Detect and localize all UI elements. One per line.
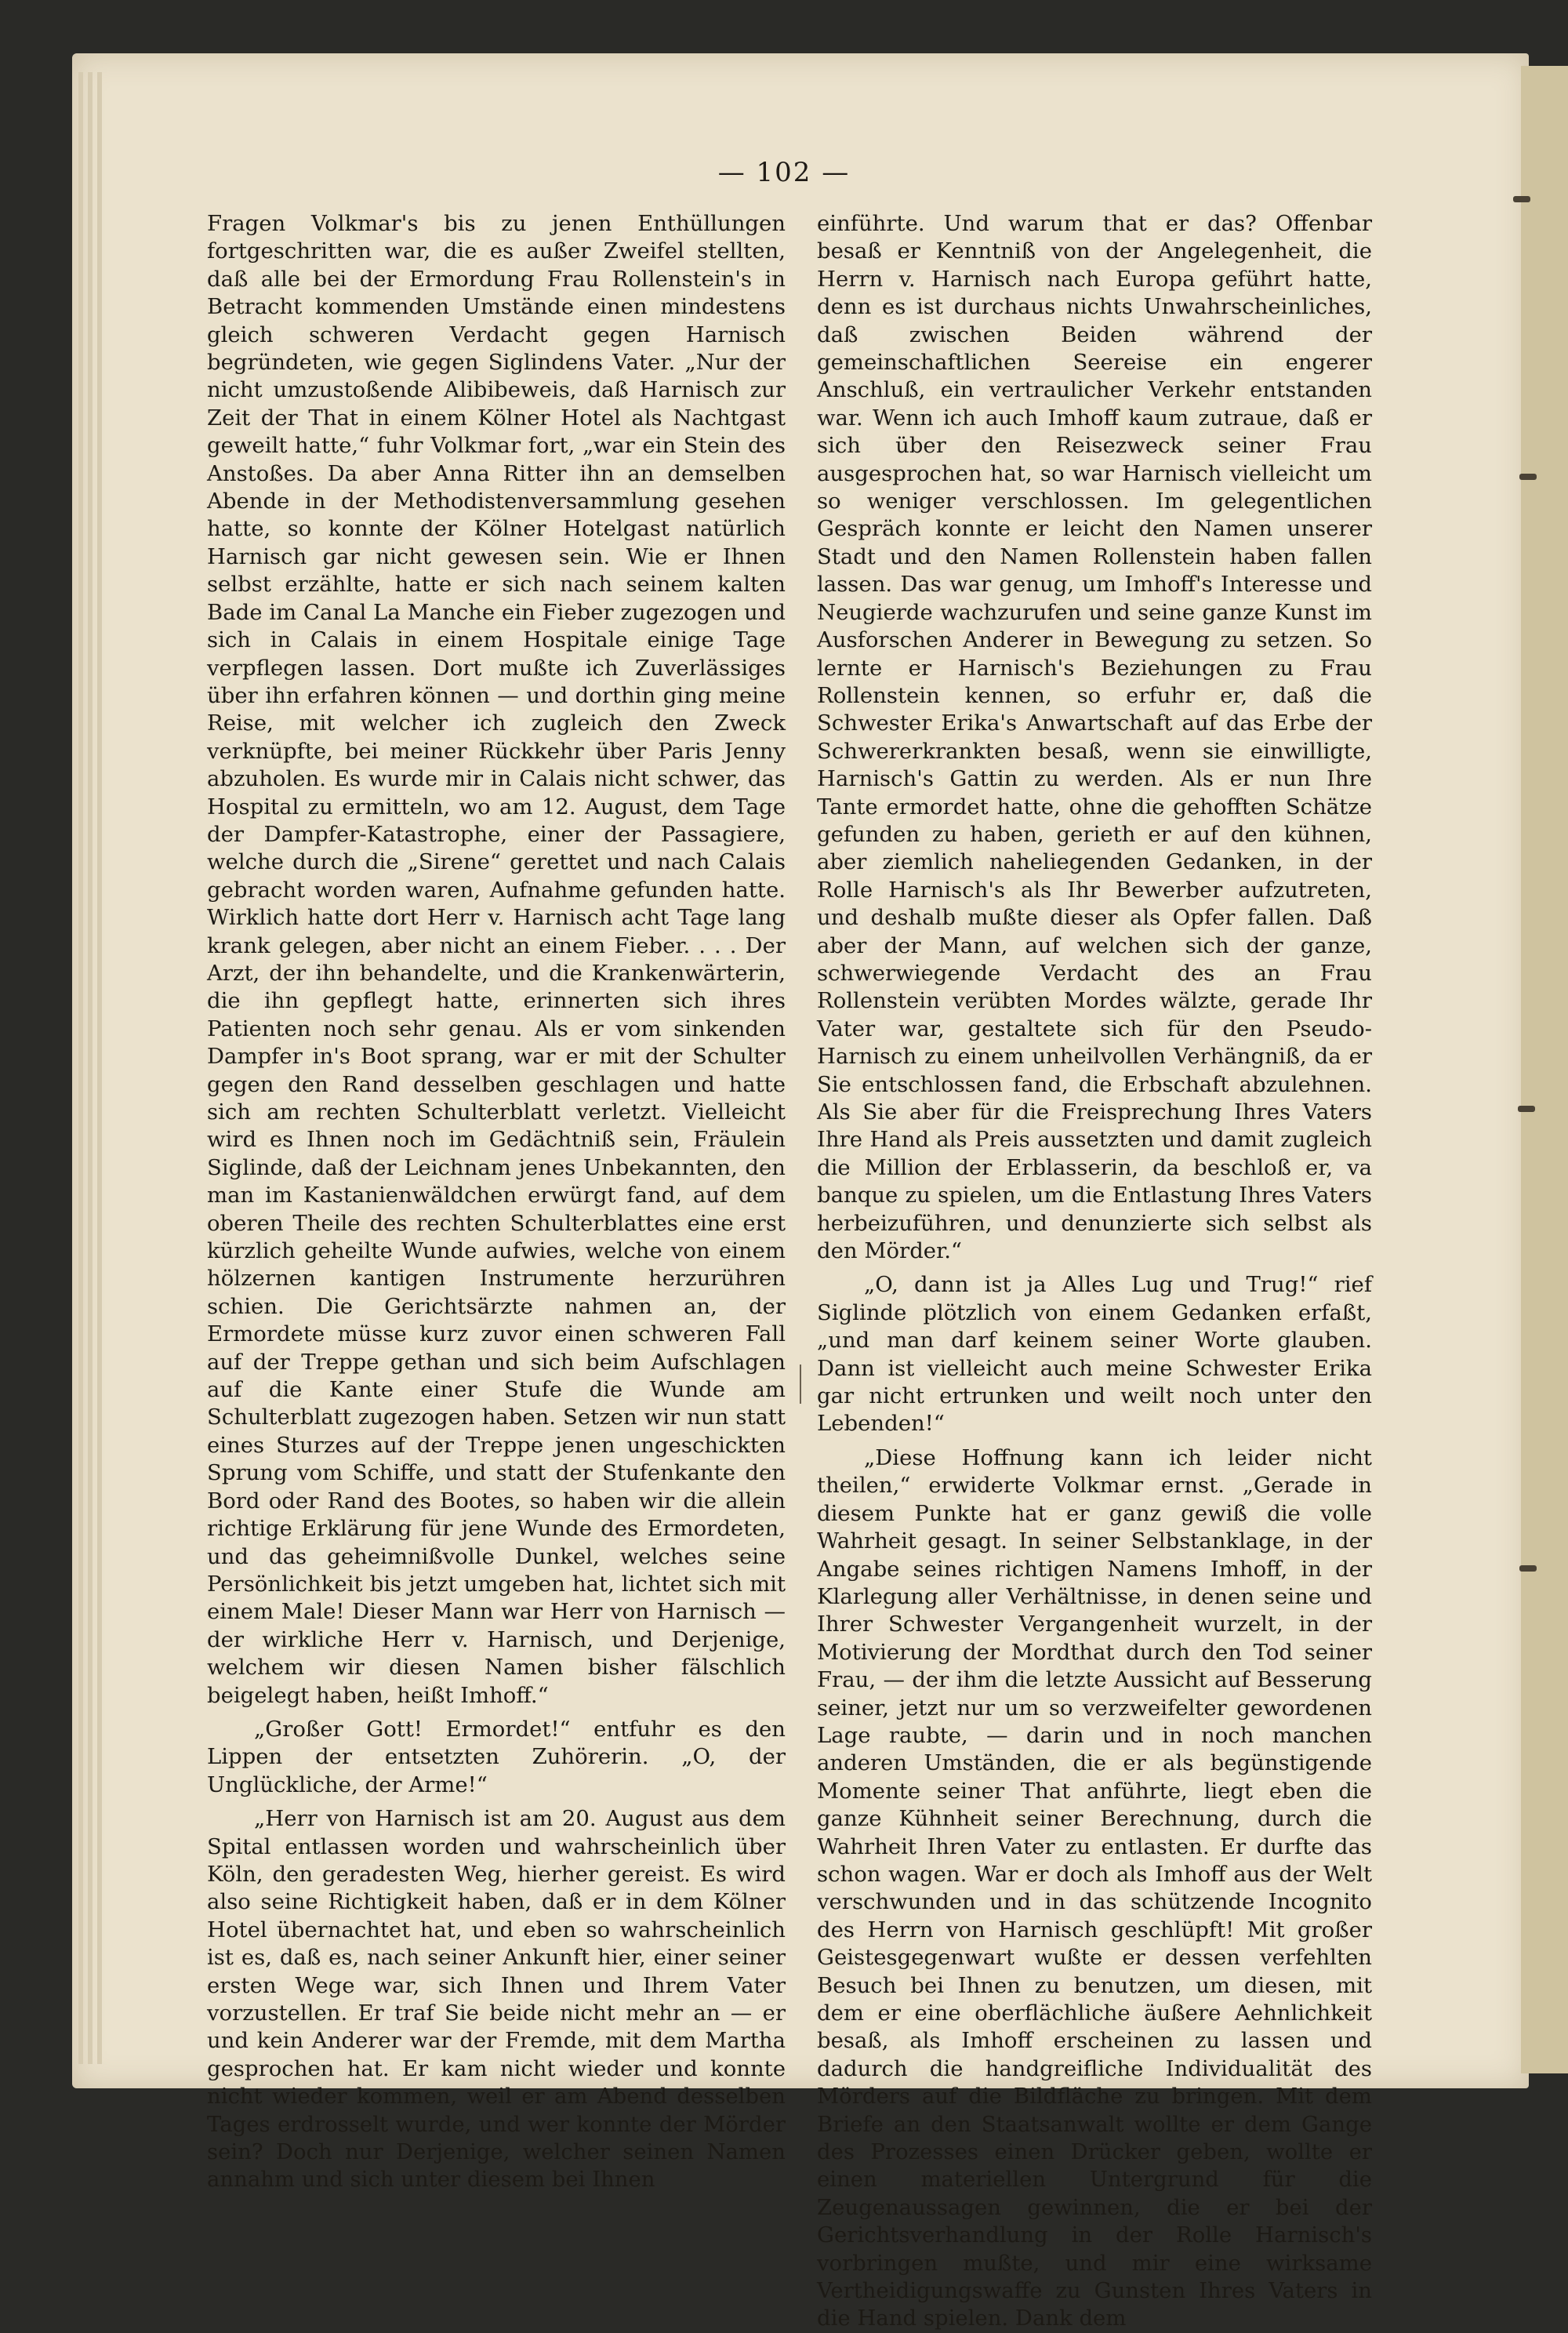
paragraph: „Diese Hoffnung kann ich leider nicht theilen,“ erwiderte Volkmar ernst. „Gerade in diesem Punkte hat er ganz gewiß die volle Wahrheit gesagt. In seiner Selbstanklage, in der Angabe seines richtigen Namens Imhoff, in der Klarlegung aller Verhältnisse, in denen seine und Ihrer Schwester Vergangenheit wurzelt, in der Motivierung der Mordthat durch den Tod seiner Frau, — der ihm die letzte Aussicht auf Besserung seiner, jetzt nur um so verzweifelter gewordenen Lage raubte, — darin und in noch manchen anderen Umständen, die er als begünstigende Momente seiner That anführte, liegt eben die ganze Kühnheit seiner Berechnung, durch die Wahrheit Ihren Vater zu entlasten. Er durfte das schon wagen. War er doch als Imhoff aus der Welt verschwunden und in das schützende Incognito des Herrn von Harnisch geschlüpft! Mit großer Geistesgegenwart wußte er dessen verfehlten Besuch bei Ihnen zu benutzen, um diesen, mit dem er eine oberflächliche äußere Aehnlichkeit besaß, als Imhoff erscheinen zu lassen und dadurch die handgreifliche Individualität des Mörders auf die Bildfläche zu bringen. Mit dem Briefe an den Staatsanwalt wollte er dem Gange des Prozesses einen Drücker geben, wollte er einen materiellen Untergrund für die Zeugenaussagen gewinnen, die er bei der Gerichtsverhandlung in der Rolle Harnisch's vorbringen mußte, und mir eine wirksame Vertheidigungswaffe zu Gunsten Ihres Vaters in die Hand spielen. Dank dem <box>817 1444 1372 2331</box>
page-edge <box>78 72 83 2064</box>
binding-mark <box>1519 474 1537 480</box>
page-edge <box>88 72 93 2064</box>
paragraph: einführte. Und warum that er das? Offenbar besaß er Kenntniß von der Angelegenheit, die Herrn v. Harnisch nach Europa geführt hatte, denn es ist durchaus nichts Unwahrscheinliches, daß zwischen Beiden während der gemeinschaftlichen Seereise ein engerer Anschluß, ein vertraulicher Verkehr entstanden war. Wenn ich auch Imhoff kaum zutraue, daß er sich über den Reisezweck seiner Frau ausgesprochen hat, so war Harnisch vielleicht um so weniger verschlossen. Im gelegentlichen Gespräch konnte er leicht den Namen unserer Stadt und den Namen Rollenstein haben fallen lassen. Das war genug, um Imhoff's Interesse und Neugierde wachzurufen und seine ganze Kunst im Ausforschen Anderer in Bewegung zu setzen. So lernte er Harnisch's Beziehungen zu Frau Rollenstein kennen, so erfuhr er, daß die Schwester Erika's Anwartschaft auf das Erbe der Schwererkrankten besaß, wenn sie einwilligte, Harnisch's Gattin zu werden. Als er nun Ihre Tante ermordet hatte, ohne die gehofften Schätze gefunden zu haben, gerieth er auf den kühnen, aber ziemlich naheliegenden Gedanken, in der Rolle Harnisch's als Ihr Bewerber aufzutreten, und deshalb mußte dieser als Opfer fallen. Daß aber der Mann, auf welchen sich der ganze, schwerwiegende Verdacht des an Frau Rollenstein verübten Mordes wälzte, gerade Ihr Vater war, gestaltete sich für den Pseudo-Harnisch zu einem unheilvollen Verhängniß, da er Sie entschlossen fand, die Erbschaft abzulehnen. Als Sie aber für die Freisprechung Ihres Vaters Ihre Hand als Preis aussetzten und damit zugleich die Million der Erblasserin, da beschloß er, va banque zu spielen, um die Entlastung Ihres Vaters herbeizuführen, und denunzierte sich selbst als den Mörder.“ <box>817 211 1372 1264</box>
binding-mark <box>1513 196 1530 202</box>
binding-mark <box>1519 1565 1537 1572</box>
binding-mark <box>1518 1106 1535 1112</box>
left-column <box>207 210 786 2194</box>
adjacent-page-strip <box>1521 66 1568 2073</box>
right-column <box>817 210 1372 2333</box>
paragraph: „O, dann ist ja Alles Lug und Trug!“ rief Siglinde plötzlich von einem Gedanken erfaßt, „und man darf keinem seiner Worte glauben. Dann ist vielleicht auch meine Schwester Erika gar nicht ertrunken und weilt noch unter den Lebenden!“ <box>817 1272 1372 1437</box>
paragraph: „Großer Gott! Ermordet!“ entfuhr es den Lippen der entsetzten Zuhörerin. „O, der Unglückliche, der Arme!“ <box>207 1716 786 1797</box>
page-edge <box>97 72 102 2064</box>
paragraph: Fragen Volkmar's bis zu jenen Enthüllungen fortgeschritten war, die es außer Zweifel stellten, daß alle bei der Ermordung Frau Rollenstein's in Betracht kommenden Umstände einen mindestens gleich schweren Verdacht gegen Harnisch begründeten, wie gegen Siglindens Vater. „Nur der nicht umzustoßende Alibibeweis, daß Harnisch zur Zeit der That in einem Kölner Hotel als Nachtgast geweilt hatte,“ fuhr Volkmar fort, „war ein Stein des Anstoßes. Da aber Anna Ritter ihn an demselben Abende in der Methodistenversammlung gesehen hatte, so konnte der Kölner Hotelgast natürlich Harnisch gar nicht gewesen sein. Wie er Ihnen selbst erzählte, hatte er sich nach seinem kalten Bade im Canal La Manche ein Fieber zugezogen und sich in Calais in einem Hospitale einige Tage verpflegen lassen. Dort mußte ich Zuverlässiges über ihn erfahren können — und dorthin ging meine Reise, mit welcher ich zugleich den Zweck verknüpfte, bei meiner Rückkehr über Paris Jenny abzuholen. Es wurde mir in Calais nicht schwer, das Hospital zu ermitteln, wo am 12. August, dem Tage der Dampfer-Katastrophe, einer der Passagiere, welche durch die „Sirene“ gerettet und nach Calais gebracht worden waren, Aufnahme gefunden hatte. Wirklich hatte dort Herr v. Harnisch acht Tage lang krank gelegen, aber nicht an einem Fieber. . . . Der Arzt, der ihn behandelte, und die Krankenwärterin, die ihn gepflegt hatte, erinnerten sich ihres Patienten noch sehr genau. Als er vom sinkenden Dampfer in's Boot sprang, war er mit der Schulter gegen den Rand desselben geschlagen und hatte sich am rechten Schulterblatt verletzt. Vielleicht wird es Ihnen noch im Gedächtniß sein, Fräulein Siglinde, daß der Leichnam jenes Unbekannten, den man im Kastanienwäldchen erwürgt fand, auf dem oberen Theile des rechten Schulterblattes eine erst kürzlich geheilte Wunde aufwies, welche von einem hölzernen kantigen Instrumente herzurühren schien. Die Gerichtsärzte nahmen an, der Ermordete müsse kurz zuvor einen schweren Fall auf der Treppe gethan und sich beim Aufschlagen auf die Kante einer Stufe die Wunde am Schulterblatt zugezogen haben. Setzen wir nun statt eines Sturzes auf der Treppe jenen ungeschickten Sprung vom Schiffe, und statt der Stufenkante den Bord oder Rand des Bootes, so haben wir die allein richtige Erklärung für jene Wunde des Ermordeten, und das geheimnißvolle Dunkel, welches seine Persönlichkeit bis jetzt umgeben hat, lichtet sich mit einem Male! Dieser Mann war Herr von Harnisch — der wirkliche Herr v. Harnisch, und Derjenige, welchem wir diesen Namen bisher fälschlich beigelegt haben, heißt Imhoff.“ <box>207 211 786 1708</box>
margin-mark <box>800 1365 801 1404</box>
paragraph: „Herr von Harnisch ist am 20. August aus dem Spital entlassen worden und wahrscheinlich über Köln, den geradesten Weg, hierher gereist. Es wird also seine Richtigkeit haben, daß er in dem Kölner Hotel übernachtet hat, und eben so wahrscheinlich ist es, daß es, nach seiner Ankunft hier, einer seiner ersten Wege war, sich Ihnen und Ihrem Vater vorzustellen. Er traf Sie beide nicht mehr an — er und kein Anderer war der Fremde, mit dem Martha gesprochen hat. Er kam nicht wieder und konnte nicht wieder kommen, weil er am Abend desselben Tages erdrosselt wurde, und wer konnte der Mörder sein? Doch nur Derjenige, welcher seinen Namen annahm und sich unter diesem bei Ihnen <box>207 1806 786 2193</box>
page-number: — 102 — <box>717 157 851 188</box>
